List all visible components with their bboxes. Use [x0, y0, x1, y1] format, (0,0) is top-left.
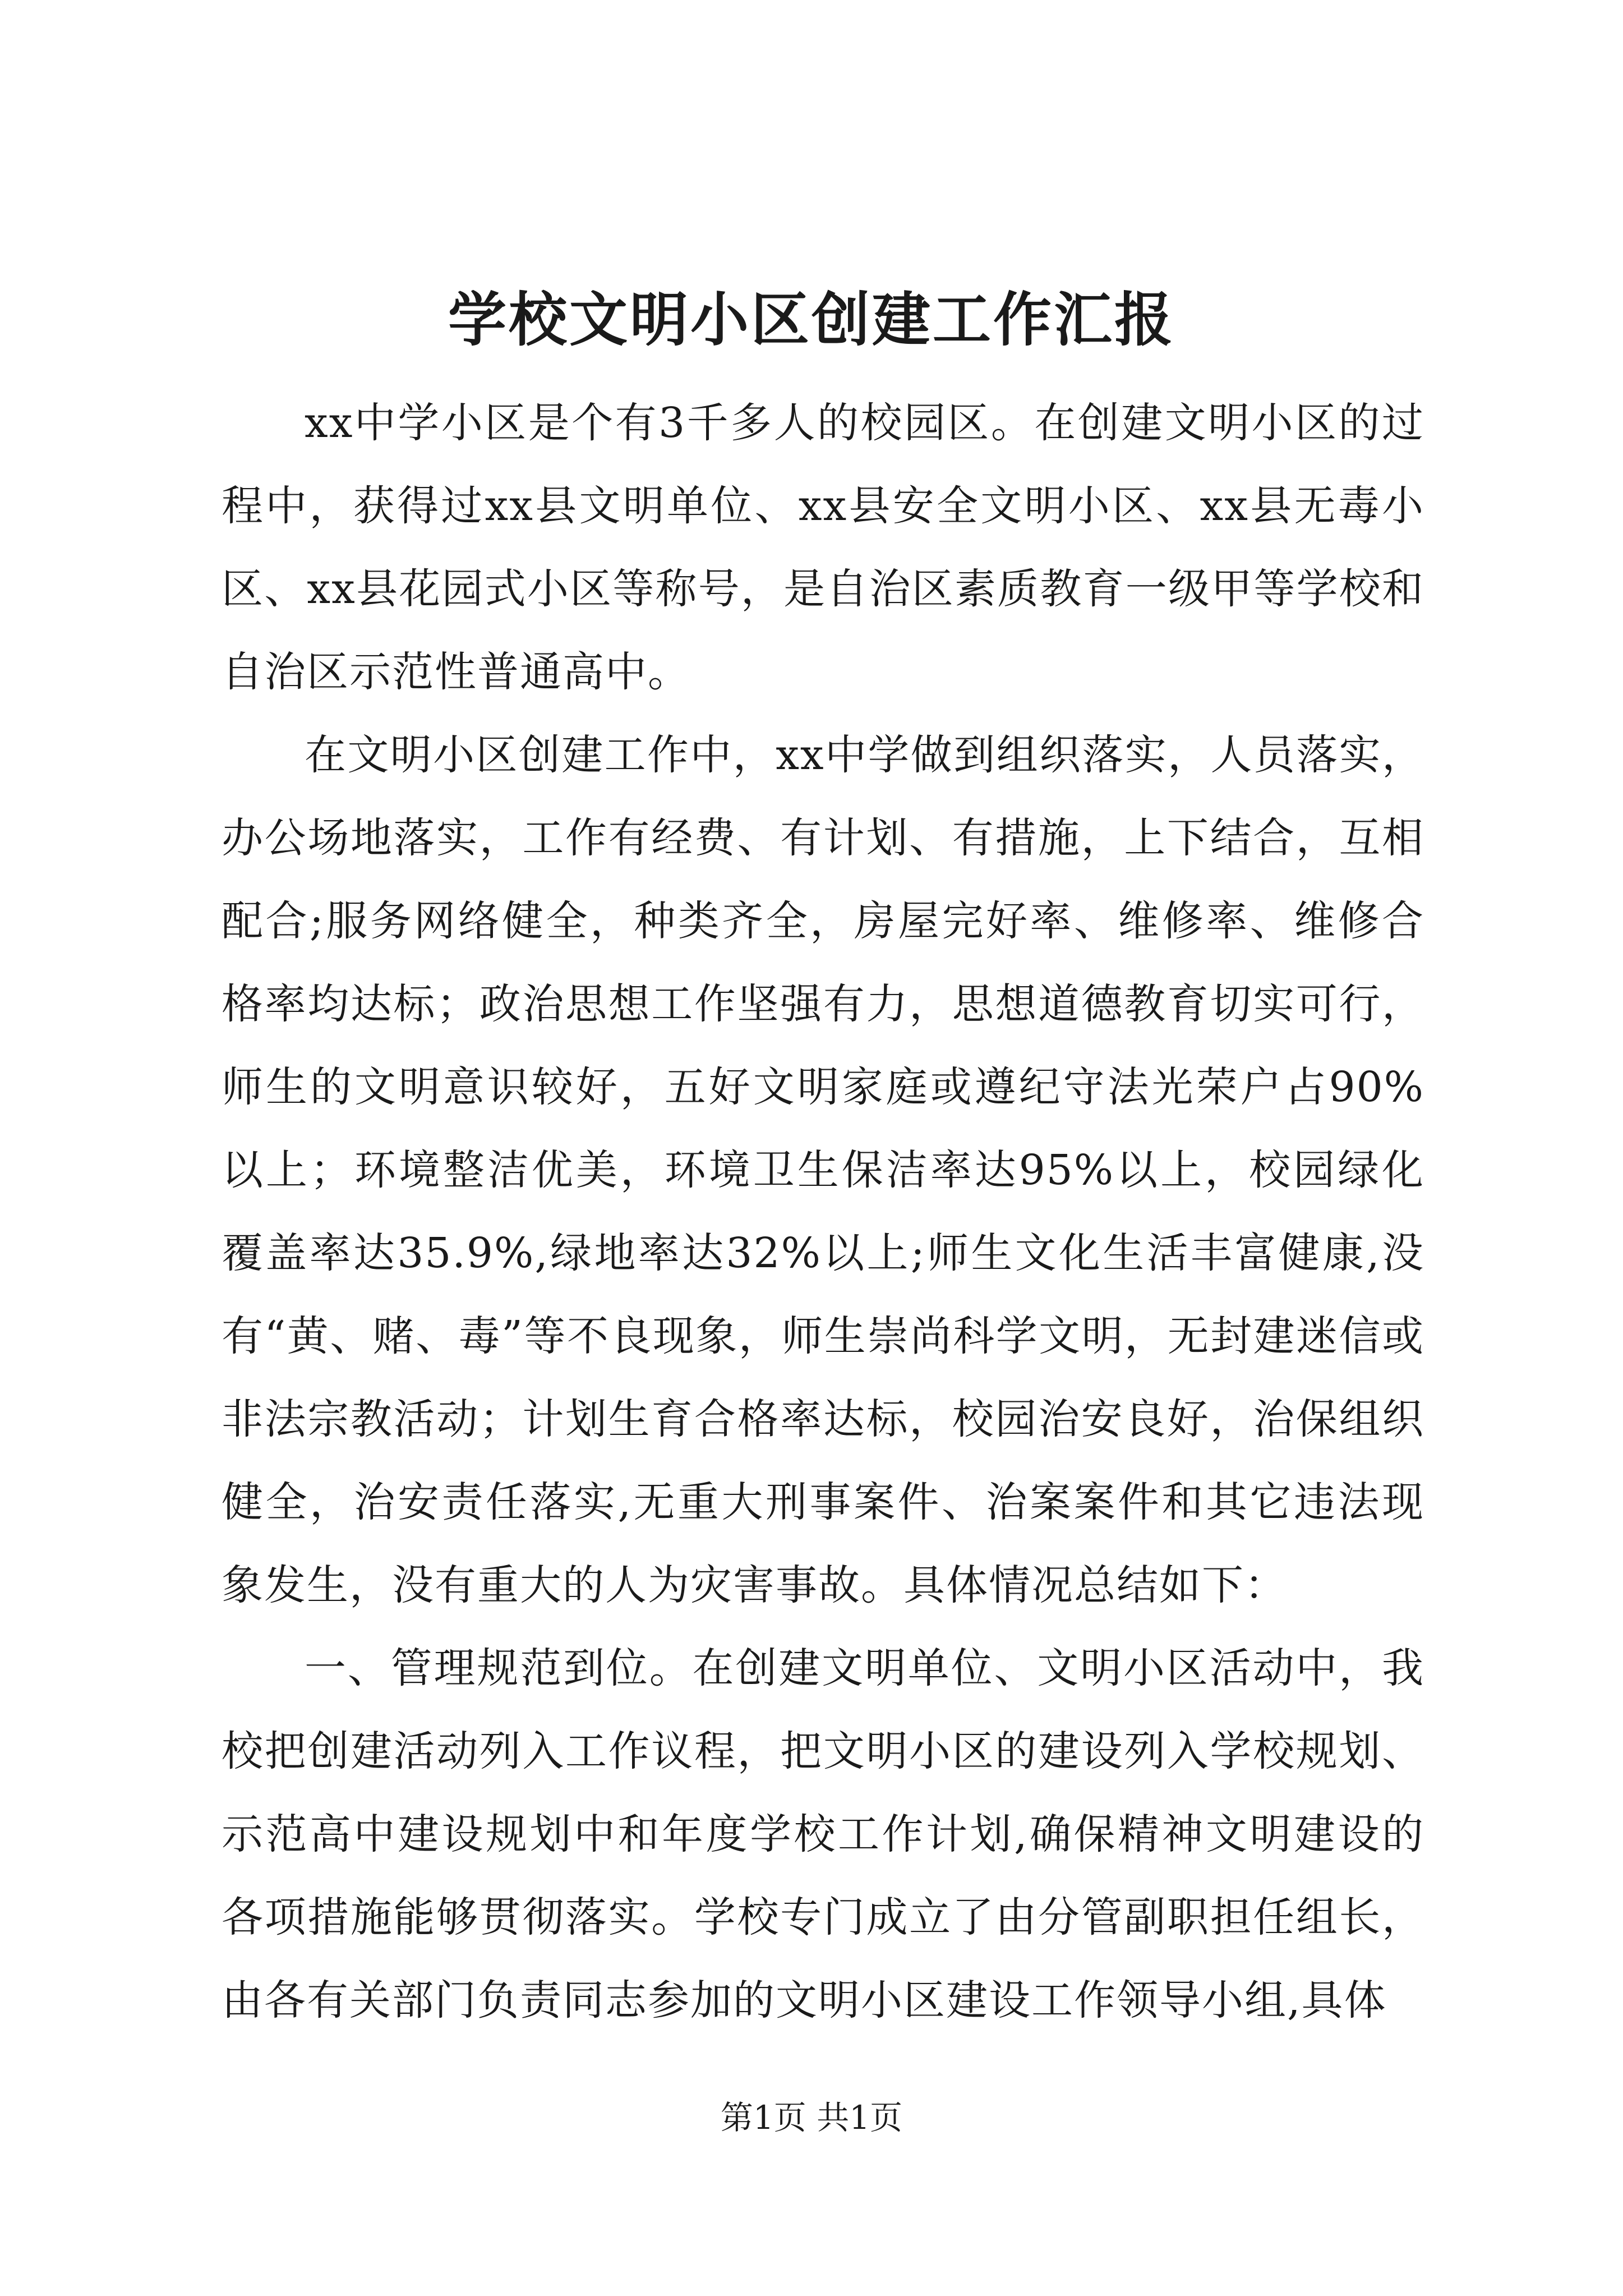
paragraph-overview: 在文明小区创建工作中，xx中学做到组织落实，人员落实，办公场地落实，工作有经费、有计划、有措施，上下结合，互相配合;服务网络健全，种类齐全，房屋完好率、维修率、维修合格率均达标；政治思想工作坚强有力，思想道德教育切实可行，师生的文明意识较好，五好文明家庭或遵纪守法光荣户占90%以上；环境整洁优美，环境卫生保洁率达95%以上，校园绿化覆盖率达35.9%,绿地率达32%以上;师生文化生活丰富健康,没有“黄、赌、毒”等不良现象，师生崇尚科学文明，无封建迷信或非法宗教活动；计划生育合格率达标，校园治安良好，治保组织健全，治安责任落实,无重大刑事案件、治案案件和其它违法现象发生，没有重大的人为灾害事故。具体情况总结如下： — [222, 731, 1424, 1609]
paragraph-intro: xx中学小区是个有3千多人的校园区。在创建文明小区的过程中，获得过xx县文明单位、xx县安全文明小区、xx县无毒小区、xx县花园式小区等称号，是自治区素质教育一级甲等学校和自治区示范性普通高中。 — [222, 399, 1424, 696]
document-body — [222, 381, 1424, 2042]
document-title: 学校文明小区创建工作汇报 — [448, 285, 1175, 354]
paragraph-management: 一、管理规范到位。在创建文明单位、文明小区活动中，我校把创建活动列入工作议程，把文明小区的建设列入学校规划、示范高中建设规划中和年度学校工作计划,确保精神文明建设的各项措施能够贯彻落实。学校专门成立了由分管副职担任组长，由各有关部门负责同志参加的文明小区建设工作领导小组,具体 — [222, 1644, 1424, 2024]
page-footer: 第1页 共1页 — [720, 2099, 903, 2137]
